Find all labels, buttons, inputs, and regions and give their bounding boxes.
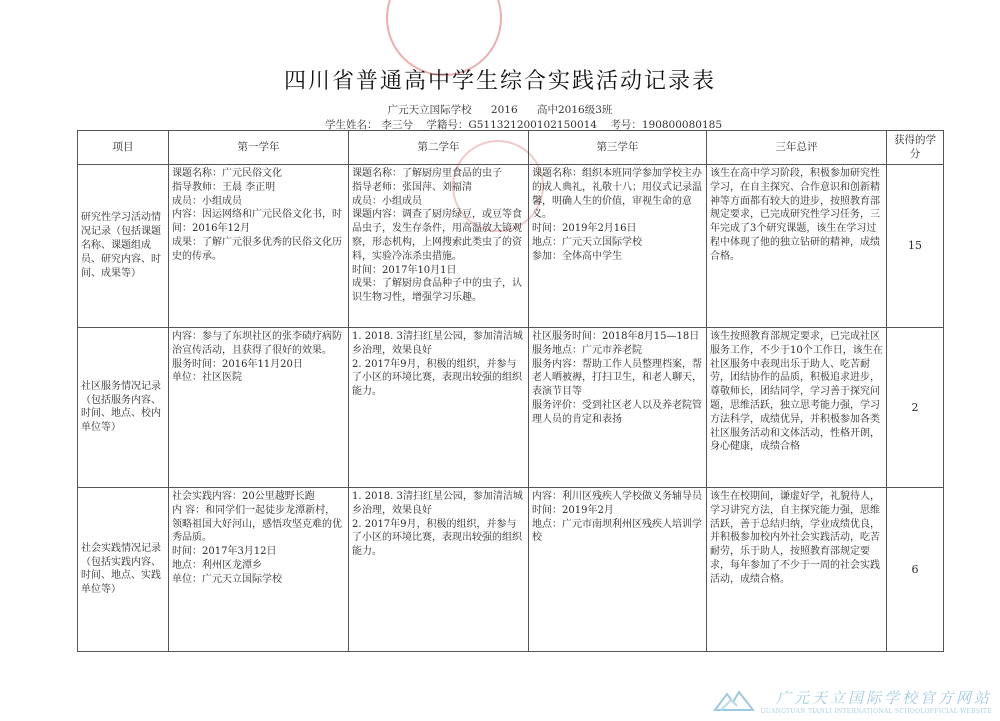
year1-cell: [169, 487, 349, 651]
column-header: 项目: [78, 131, 169, 165]
record-line: 内 容：和同学们一起徒步龙潭新村，领略祖国大好河山，感悟攻坚克难的优秀品质。: [172, 504, 342, 544]
table-row: [78, 327, 944, 487]
year3-cell: [529, 164, 707, 327]
credits-cell: 2: [887, 327, 944, 487]
record-line: 内容：参与了东坝社区的张李碛疗病防治宣传活动，且获得了很好的效果。: [172, 330, 342, 356]
record-line: 时间：2019年2月16日: [532, 223, 637, 235]
year3-cell: [529, 327, 707, 487]
record-line: 服务评价：受到社区老人以及养老院管理人员的肯定和表扬: [532, 399, 702, 425]
record-line: 1. 2018. 3清扫红星公园，参加清洁城乡治理，效果良好: [352, 490, 523, 516]
record-line: 课题名称：组织本班同学参加学校主办的成人典礼，礼敬十八；用仪式记录温馨，明确人生的价值，审视生命的意义。: [532, 167, 702, 221]
column-header: 第一学年: [169, 131, 349, 165]
record-line: 内容：因运网络和广元民俗文化书，时间：2016年12月: [172, 209, 342, 235]
year1-cell: [169, 327, 349, 487]
record-line: 服务地点：广元市养老院: [532, 344, 642, 356]
table-row: [78, 164, 944, 327]
column-header: 三年总评: [707, 131, 887, 165]
student-id: 学籍号：G511321200102150014: [426, 119, 597, 131]
watermark-subtitle: GUANGYUAN TIANLI INTERNATIONAL SCHOOLOFFICIAL WEBSITE: [760, 708, 992, 715]
item-label: 社会实践情况记录（包括实践内容、时间、地点、实践单位等）: [78, 487, 169, 651]
record-line: 地点：广元市南坝利州区残疾人培训学校: [532, 518, 702, 544]
record-line: 时间：2017年3月12日: [172, 546, 277, 558]
record-line: 时间：2019年2月: [532, 504, 614, 516]
school-name: 广元天立国际学校: [387, 104, 472, 116]
record-line: 时间：2017年10月1日: [352, 264, 457, 276]
record-line: 成员：小组成员: [352, 195, 422, 207]
school-logo-icon: [713, 688, 755, 714]
enrollment-year: 2016: [490, 104, 518, 116]
record-line: 1. 2018. 3清扫红星公园，参加清洁城乡治理，效果良好: [352, 330, 523, 356]
column-header: 第三学年: [529, 131, 707, 165]
credits-cell: 6: [887, 487, 944, 651]
column-header: 第二学年: [349, 131, 529, 165]
record-line: 服务内容：帮助工作人员整理档案，帮老人晒被褥，打扫卫生，和老人聊天，表演节目等: [532, 358, 702, 398]
student-name-label: 学生姓名：: [325, 119, 378, 131]
record-line: 服务时间：2016年11月20日: [172, 358, 303, 370]
item-label: 研究性学习活动情况记录（包括课题名称、课题组成员、研究内容、时间、成果等）: [78, 164, 169, 327]
year1-cell: [169, 164, 349, 327]
record-line: 课题名称：了解厨房里食品的虫子: [352, 167, 502, 179]
exam-id: 考号：190800080185: [610, 119, 722, 131]
record-line: 成果：了解厨房食品种子中的虫子，认识生物习性，增强学习乐趣。: [352, 278, 522, 304]
record-line: 社会实践内容：20公里越野长跑: [172, 490, 315, 502]
year2-cell: [349, 164, 529, 327]
record-line: 2. 2017年9月，积极的组织，并参与了小区的环境比赛，表现出较强的组织能力。: [352, 518, 522, 558]
item-label: 社区服务情况记录（包括服务内容、时间、地点、校内单位等）: [78, 327, 169, 487]
record-line: 地点：利州区龙潭乡: [172, 559, 262, 571]
record-line: 课题名称：广元民俗文化: [172, 167, 282, 179]
credits-cell: 15: [887, 164, 944, 327]
record-line: 单位：广元天立国际学校: [172, 573, 282, 585]
table-row: [78, 487, 944, 651]
record-line: 社区服务时间：2018年8月15—18日: [532, 330, 700, 342]
summary-cell: 该生在校期间，谦虚好学，礼貌待人，学习讲究方法，自主探究能力强，思维活跃，善于总结归纳，学业成绩优良，并积极参加校内外社会实践活动，吃苦耐劳，乐于助人，按照教育部规定要求，每年参加了不少于一周的社会实践活动，成绩合格。: [707, 487, 887, 651]
record-line: 2. 2017年9月，积极的组织，并参与了小区的环境比赛，表现出较强的组织能力。: [352, 358, 522, 398]
record-line: 课题内容：调查了厨房绿豆，或豆等食品虫子，发生存条件，用高温放大镜观察，形态机构，上网搜索此类虫了的资料，实验冷冻杀虫措施。: [352, 209, 522, 262]
record-line: 成果：了解广元很多优秀的民俗文化历史的传承。: [172, 236, 342, 262]
record-table: [77, 130, 944, 652]
year2-cell: [349, 487, 529, 651]
record-line: 指导教师：王晨 李正明: [172, 181, 276, 193]
record-line: 单位：社区医院: [172, 372, 242, 384]
record-line: 指导老师：张国萍、刘福清: [352, 181, 472, 193]
page-title: 四川省普通高中学生综合实践活动记录表: [283, 69, 716, 94]
watermark-title: 广元天立国际学校官方网站: [775, 689, 992, 707]
table-header-row: [78, 131, 944, 165]
student-name: 李三兮: [381, 119, 413, 131]
grade-class: 高中2016级3班: [537, 104, 613, 116]
record-line: 内容：利川区残疾人学校做义务辅导员: [532, 490, 702, 502]
school-info-line: [0, 102, 1000, 117]
year3-cell: [529, 487, 707, 651]
website-watermark: [713, 687, 992, 715]
record-line: 参加：全体高中学生: [532, 250, 622, 262]
column-header: 获得的学分: [887, 131, 944, 165]
record-line: 成员：小组成员: [172, 195, 242, 207]
record-line: 地点：广元天立国际学校: [532, 236, 642, 248]
year2-cell: [349, 327, 529, 487]
summary-cell: 该生在高中学习阶段，积极参加研究性学习，在自主探究、合作意识和创新精神等方面都有较大的进步，按照教育部规定要求，已完成研究性学习任务，三年完成了3个研究课题，该生在学习过程中体现了他的独立钻研的精神，成绩合格。: [707, 164, 887, 327]
summary-cell: 该生按照教育部规定要求，已完成社区服务工作，不少于10个工作日，该生在社区服务中表现出乐于助人、吃苦耐劳，团结协作的品质，积极追求进步，尊敬师长，团结同学，学习善于探究问题，思维活跃，独立思考能力强，学习方法科学，成绩优异，并积极参加各类社区服务活动和文体活动，性格开朗，身心健康，成绩合格: [707, 327, 887, 487]
